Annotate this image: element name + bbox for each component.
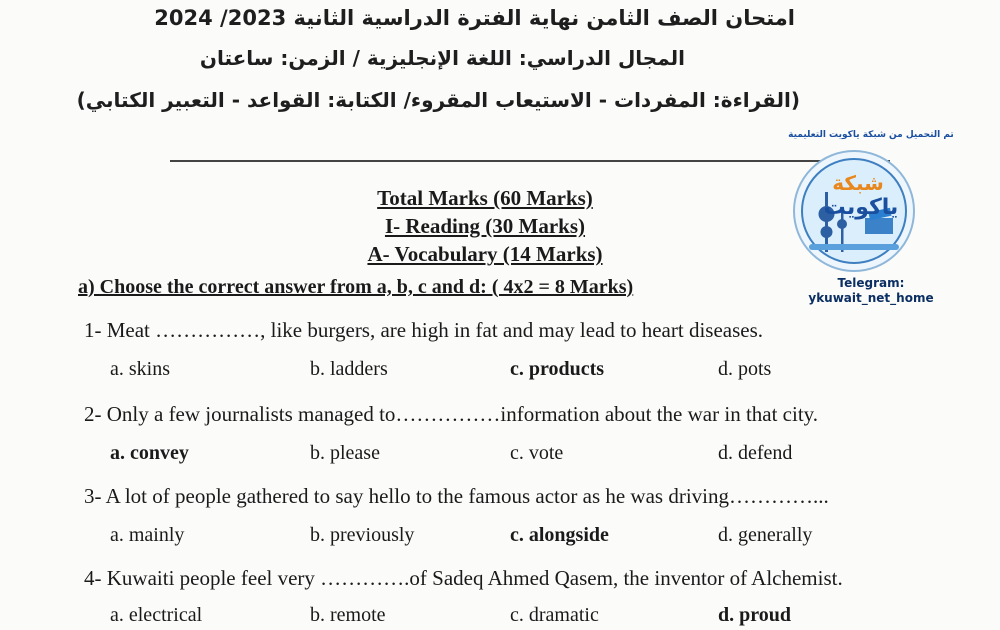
- ykuwait-logo-seal: [793, 150, 915, 272]
- q1-option-b: b. ladders: [310, 358, 388, 380]
- q1-option-a: a. skins: [110, 358, 170, 380]
- watermark-logo: [776, 124, 966, 314]
- question-4: 4- Kuwaiti people feel very ………….of Sadeq Ahmed Qasem, the inventor of Alchemist.: [84, 566, 843, 590]
- total-marks-heading: Total Marks (60 Marks): [377, 186, 593, 210]
- q3-option-b: b. previously: [310, 524, 415, 546]
- q4-option-a: a. electrical: [110, 604, 203, 626]
- svg-text:شبكة: شبكة: [832, 171, 884, 195]
- watermark-download-text: تم التحميل من شبكة ياكويت التعليمية: [788, 130, 954, 140]
- telegram-label: Telegram:: [837, 276, 905, 290]
- vocabulary-heading: A- Vocabulary (14 Marks): [367, 242, 603, 266]
- q4-option-d: d. proud: [718, 604, 792, 626]
- telegram-handle: ykuwait_net_home: [808, 291, 934, 305]
- subject-time-arabic: المجال الدراسي: اللغة الإنجليزية / الزمن: ساعتان: [199, 46, 685, 70]
- svg-text:ياكويت: ياكويت: [823, 195, 899, 220]
- q2-option-c: c. vote: [510, 442, 564, 464]
- q4-option-b: b. remote: [310, 604, 386, 626]
- q2-option-a: a. convey: [110, 442, 189, 464]
- kuwait-towers-icon: [795, 152, 913, 270]
- instruction-text: a) Choose the correct answer from a, b, c and d: ( 4x2 = 8 Marks): [78, 276, 634, 298]
- exam-title-arabic: امتحان الصف الثامن نهاية الفترة الدراسية الثانية 2023/ 2024: [154, 6, 795, 30]
- q3-option-a: a. mainly: [110, 524, 185, 546]
- question-3: 3- A lot of people gathered to say hello to the famous actor as he was driving…………...: [84, 484, 829, 508]
- sections-arabic: (القراءة: المفردات - الاستيعاب المقروء/ الكتابة: القواعد - التعبير الكتابي): [76, 88, 800, 112]
- q2-option-d: d. defend: [718, 442, 793, 464]
- question-1: 1- Meat ……………, like burgers, are high in fat and may lead to heart diseases.: [84, 318, 764, 342]
- q2-option-b: b. please: [310, 442, 380, 464]
- q1-option-c: c. products: [510, 358, 605, 380]
- telegram-info: [776, 276, 966, 306]
- q3-option-d: d. generally: [718, 524, 813, 546]
- q1-option-d: d. pots: [718, 358, 772, 380]
- q4-option-c: c. dramatic: [510, 604, 599, 626]
- reading-heading: I- Reading (30 Marks): [384, 214, 586, 238]
- q3-option-c: c. alongside: [510, 524, 609, 546]
- question-2: 2- Only a few journalists managed to……………information about the war in that city.: [84, 402, 819, 426]
